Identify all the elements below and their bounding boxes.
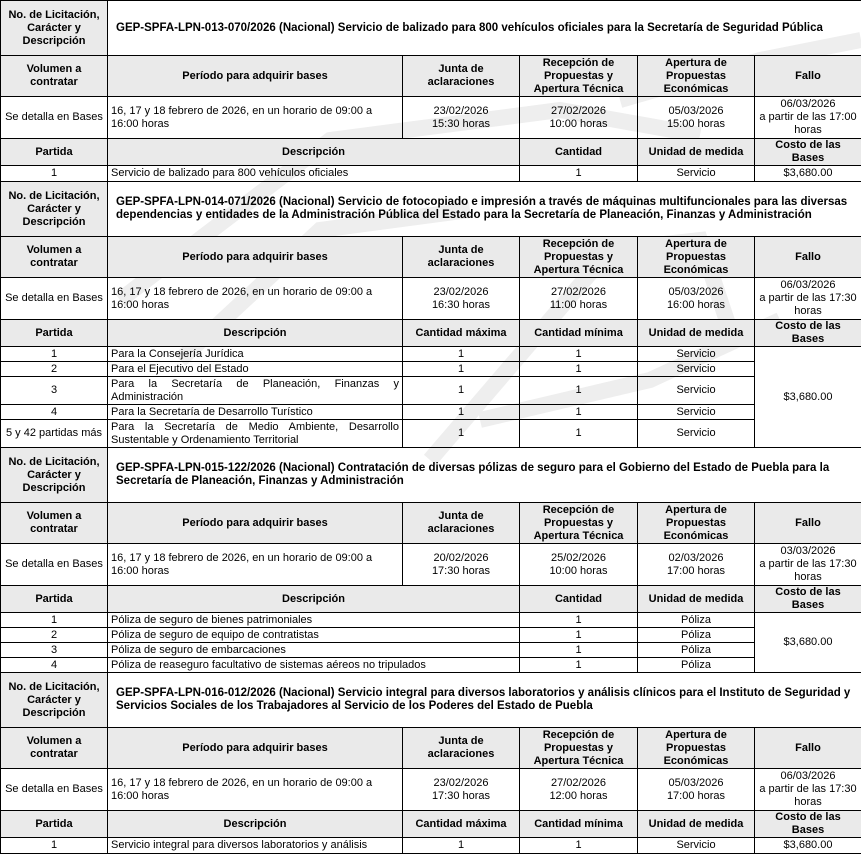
junta-header: Junta de aclaraciones	[403, 56, 520, 97]
tender-4-header-row	[1, 728, 861, 769]
costo-cell: $3,680.00	[755, 838, 861, 854]
volumen-value: Se detalla en Bases	[1, 769, 108, 811]
recepcion-time: 12:00 horas	[523, 790, 634, 803]
volumen-header: Volumen a contratar	[1, 237, 108, 278]
descripcion-cell: Póliza de seguro de bienes patrimoniales	[108, 613, 520, 628]
no-licitacion-label: No. de Licitación, Carácter y Descripción	[1, 673, 108, 728]
volumen-header: Volumen a contratar	[1, 503, 108, 544]
fallo-time: a partir de las 17:00 horas	[758, 111, 858, 137]
cantidad-cell: 1	[520, 613, 638, 628]
cantidad-max-cell: 1	[403, 405, 520, 420]
table-row	[1, 377, 861, 405]
fallo-time: a partir de las 17:30 horas	[758, 783, 858, 809]
unidad-cell: Póliza	[638, 643, 755, 658]
table-row	[1, 613, 861, 628]
apertura-time: 15:00 horas	[641, 118, 751, 131]
apertura-value	[638, 544, 755, 586]
fallo-time: a partir de las 17:30 horas	[758, 558, 858, 584]
junta-value	[403, 97, 520, 139]
partida-cell: 2	[1, 628, 108, 643]
recepcion-header: Recepción de Propuestas y Apertura Técnica	[520, 56, 638, 97]
recepcion-value	[520, 544, 638, 586]
periodo-value: 16, 17 y 18 febrero de 2026, en un horario de 09:00 a 16:00 horas	[108, 544, 403, 586]
junta-time: 17:30 horas	[406, 790, 516, 803]
no-licitacion-label: No. de Licitación, Carácter y Descripción	[1, 1, 108, 56]
junta-value	[403, 278, 520, 320]
tender-1-header-row	[1, 56, 861, 97]
fallo-date: 06/03/2026	[758, 98, 858, 111]
table-row	[1, 347, 861, 362]
unidad-cell: Póliza	[638, 628, 755, 643]
tender-1-items-header	[1, 139, 861, 166]
cantidad-header: Cantidad	[520, 139, 638, 166]
descripcion-cell: Para la Secretaría de Desarrollo Turístico	[108, 405, 403, 420]
costo-header: Costo de las Bases	[755, 139, 861, 166]
fallo-header: Fallo	[755, 237, 861, 278]
junta-header: Junta de aclaraciones	[403, 728, 520, 769]
tender-title: GEP-SPFA-LPN-014-071/2026 (Nacional) Servicio de fotocopiado e impresión a través de máquinas multifuncionales para las diversas dependencias y entidades de la Administración Pública del Estado para la Secretaría de Planeación, Finanzas y Administración	[108, 182, 861, 237]
volumen-header: Volumen a contratar	[1, 728, 108, 769]
cantidad-min-cell: 1	[520, 362, 638, 377]
unidad-cell: Servicio	[638, 347, 755, 362]
unidad-cell: Servicio	[638, 362, 755, 377]
costo-cell: $3,680.00	[755, 166, 861, 182]
cantidad-min-header: Cantidad mínima	[520, 320, 638, 347]
descripcion-header: Descripción	[108, 586, 520, 613]
costo-cell: $3,680.00	[755, 613, 861, 673]
periodo-header: Período para adquirir bases	[108, 56, 403, 97]
apertura-value	[638, 769, 755, 811]
apertura-header: Apertura de Propuestas Económicas	[638, 56, 755, 97]
tender-title: GEP-SPFA-LPN-015-122/2026 (Nacional) Contratación de diversas pólizas de seguro para el Gobierno del Estado de Puebla para la Secretaría de Planeación, Finanzas y Administración	[108, 448, 861, 503]
recepcion-header: Recepción de Propuestas y Apertura Técnica	[520, 503, 638, 544]
tender-4-items-header	[1, 811, 861, 838]
junta-time: 15:30 horas	[406, 118, 516, 131]
table-row	[1, 658, 861, 673]
tender-title: GEP-SPFA-LPN-016-012/2026 (Nacional) Servicio integral para diversos laboratorios y análisis clínicos para el Instituto de Seguridad y Servicios Sociales de los Trabajadores al Servicio de los Poderes del Estado de Puebla	[108, 673, 861, 728]
apertura-header: Apertura de Propuestas Económicas	[638, 503, 755, 544]
tender-3-items-header	[1, 586, 861, 613]
partida-cell: 1	[1, 838, 108, 854]
apertura-date: 02/03/2026	[641, 552, 751, 565]
cantidad-max-header: Cantidad máxima	[403, 811, 520, 838]
fallo-date: 03/03/2026	[758, 545, 858, 558]
recepcion-date: 25/02/2026	[523, 552, 634, 565]
cantidad-min-header: Cantidad mínima	[520, 811, 638, 838]
tender-title: GEP-SPFA-LPN-013-070/2026 (Nacional) Servicio de balizado para 800 vehículos oficiales para la Secretaría de Seguridad Pública	[108, 1, 861, 56]
apertura-header: Apertura de Propuestas Económicas	[638, 728, 755, 769]
junta-header: Junta de aclaraciones	[403, 503, 520, 544]
no-licitacion-label: No. de Licitación, Carácter y Descripción	[1, 182, 108, 237]
costo-header: Costo de las Bases	[755, 586, 861, 613]
partida-cell: 1	[1, 347, 108, 362]
fallo-value	[755, 97, 861, 139]
tender-3-header-row	[1, 503, 861, 544]
descripcion-cell: Para el Ejecutivo del Estado	[108, 362, 403, 377]
unidad-header: Unidad de medida	[638, 139, 755, 166]
tender-2-items-header	[1, 320, 861, 347]
junta-header: Junta de aclaraciones	[403, 237, 520, 278]
unidad-cell: Servicio	[638, 166, 755, 182]
no-licitacion-label: No. de Licitación, Carácter y Descripción	[1, 448, 108, 503]
fallo-value	[755, 769, 861, 811]
cantidad-max-cell: 1	[403, 347, 520, 362]
unidad-cell: Servicio	[638, 377, 755, 405]
table-row	[1, 838, 861, 854]
volumen-value: Se detalla en Bases	[1, 544, 108, 586]
table-row	[1, 420, 861, 448]
descripcion-cell: Póliza de seguro de embarcaciones	[108, 643, 520, 658]
periodo-header: Período para adquirir bases	[108, 728, 403, 769]
cantidad-max-cell: 1	[403, 377, 520, 405]
tender-1-title-row	[1, 1, 861, 56]
tender-4-schedule-row	[1, 769, 861, 811]
fallo-value	[755, 544, 861, 586]
apertura-time: 16:00 horas	[641, 299, 751, 312]
apertura-date: 05/03/2026	[641, 286, 751, 299]
unidad-cell: Servicio	[638, 420, 755, 448]
junta-date: 23/02/2026	[406, 286, 516, 299]
descripcion-cell: Para la Consejería Jurídica	[108, 347, 403, 362]
cantidad-max-cell: 1	[403, 420, 520, 448]
descripcion-header: Descripción	[108, 320, 403, 347]
cantidad-min-cell: 1	[520, 838, 638, 854]
partida-cell: 3	[1, 377, 108, 405]
recepcion-time: 10:00 horas	[523, 565, 634, 578]
descripcion-cell: Servicio de balizado para 800 vehículos oficiales	[108, 166, 520, 182]
junta-value	[403, 544, 520, 586]
descripcion-cell: Póliza de reaseguro facultativo de sistemas aéreos no tripulados	[108, 658, 520, 673]
tender-4-title-row	[1, 673, 861, 728]
junta-value	[403, 769, 520, 811]
table-row	[1, 405, 861, 420]
cantidad-min-cell: 1	[520, 405, 638, 420]
recepcion-time: 10:00 horas	[523, 118, 634, 131]
unidad-cell: Servicio	[638, 405, 755, 420]
descripcion-header: Descripción	[108, 811, 403, 838]
descripcion-cell: Póliza de seguro de equipo de contratistas	[108, 628, 520, 643]
cantidad-cell: 1	[520, 643, 638, 658]
periodo-header: Período para adquirir bases	[108, 237, 403, 278]
tender-1-schedule-row	[1, 97, 861, 139]
periodo-value: 16, 17 y 18 febrero de 2026, en un horario de 09:00 a 16:00 horas	[108, 278, 403, 320]
periodo-header: Período para adquirir bases	[108, 503, 403, 544]
fallo-header: Fallo	[755, 56, 861, 97]
partida-cell: 3	[1, 643, 108, 658]
partida-header: Partida	[1, 586, 108, 613]
periodo-value: 16, 17 y 18 febrero de 2026, en un horario de 09:00 a 16:00 horas	[108, 769, 403, 811]
partida-cell: 1	[1, 613, 108, 628]
cantidad-max-cell: 1	[403, 838, 520, 854]
cantidad-cell: 1	[520, 166, 638, 182]
partida-header: Partida	[1, 811, 108, 838]
volumen-header: Volumen a contratar	[1, 56, 108, 97]
tender-2-title-row	[1, 182, 861, 237]
cantidad-max-header: Cantidad máxima	[403, 320, 520, 347]
unidad-cell: Póliza	[638, 613, 755, 628]
descripcion-cell: Servicio integral para diversos laboratorios y análisis	[108, 838, 403, 854]
costo-cell: $3,680.00	[755, 347, 861, 448]
fallo-header: Fallo	[755, 503, 861, 544]
costo-header: Costo de las Bases	[755, 811, 861, 838]
recepcion-date: 27/02/2026	[523, 777, 634, 790]
partida-cell: 2	[1, 362, 108, 377]
partida-cell: 4	[1, 658, 108, 673]
partida-cell: 5 y 42 partidas más	[1, 420, 108, 448]
apertura-value	[638, 278, 755, 320]
apertura-value	[638, 97, 755, 139]
cantidad-min-cell: 1	[520, 347, 638, 362]
cantidad-cell: 1	[520, 628, 638, 643]
unidad-header: Unidad de medida	[638, 586, 755, 613]
periodo-value: 16, 17 y 18 febrero de 2026, en un horario de 09:00 a 16:00 horas	[108, 97, 403, 139]
cantidad-min-cell: 1	[520, 377, 638, 405]
apertura-header: Apertura de Propuestas Económicas	[638, 237, 755, 278]
recepcion-value	[520, 769, 638, 811]
fallo-time: a partir de las 17:30 horas	[758, 292, 858, 318]
unidad-header: Unidad de medida	[638, 811, 755, 838]
partida-header: Partida	[1, 139, 108, 166]
table-row	[1, 362, 861, 377]
volumen-value: Se detalla en Bases	[1, 278, 108, 320]
recepcion-header: Recepción de Propuestas y Apertura Técnica	[520, 237, 638, 278]
descripcion-header: Descripción	[108, 139, 520, 166]
recepcion-header: Recepción de Propuestas y Apertura Técnica	[520, 728, 638, 769]
fallo-header: Fallo	[755, 728, 861, 769]
unidad-cell: Servicio	[638, 838, 755, 854]
fallo-value	[755, 278, 861, 320]
junta-time: 17:30 horas	[406, 565, 516, 578]
apertura-date: 05/03/2026	[641, 105, 751, 118]
tender-3-title-row	[1, 448, 861, 503]
fallo-date: 06/03/2026	[758, 770, 858, 783]
apertura-date: 05/03/2026	[641, 777, 751, 790]
partida-cell: 1	[1, 166, 108, 182]
apertura-time: 17:00 horas	[641, 565, 751, 578]
volumen-value: Se detalla en Bases	[1, 97, 108, 139]
unidad-cell: Póliza	[638, 658, 755, 673]
junta-date: 23/02/2026	[406, 777, 516, 790]
tender-2-header-row	[1, 237, 861, 278]
cantidad-header: Cantidad	[520, 586, 638, 613]
recepcion-time: 11:00 horas	[523, 299, 634, 312]
table-row	[1, 628, 861, 643]
apertura-time: 17:00 horas	[641, 790, 751, 803]
cantidad-cell: 1	[520, 658, 638, 673]
partida-header: Partida	[1, 320, 108, 347]
junta-date: 23/02/2026	[406, 105, 516, 118]
table-row	[1, 643, 861, 658]
unidad-header: Unidad de medida	[638, 320, 755, 347]
costo-header: Costo de las Bases	[755, 320, 861, 347]
descripcion-cell: Para la Secretaría de Planeación, Finanzas y Administración	[108, 377, 403, 405]
recepcion-value	[520, 97, 638, 139]
recepcion-value	[520, 278, 638, 320]
recepcion-date: 27/02/2026	[523, 286, 634, 299]
tender-2-schedule-row	[1, 278, 861, 320]
cantidad-max-cell: 1	[403, 362, 520, 377]
table-row	[1, 166, 861, 182]
junta-date: 20/02/2026	[406, 552, 516, 565]
cantidad-min-cell: 1	[520, 420, 638, 448]
tender-3-schedule-row	[1, 544, 861, 586]
partida-cell: 4	[1, 405, 108, 420]
fallo-date: 06/03/2026	[758, 279, 858, 292]
junta-time: 16:30 horas	[406, 299, 516, 312]
recepcion-date: 27/02/2026	[523, 105, 634, 118]
descripcion-cell: Para la Secretaría de Medio Ambiente, Desarrollo Sustentable y Ordenamiento Territorial	[108, 420, 403, 448]
